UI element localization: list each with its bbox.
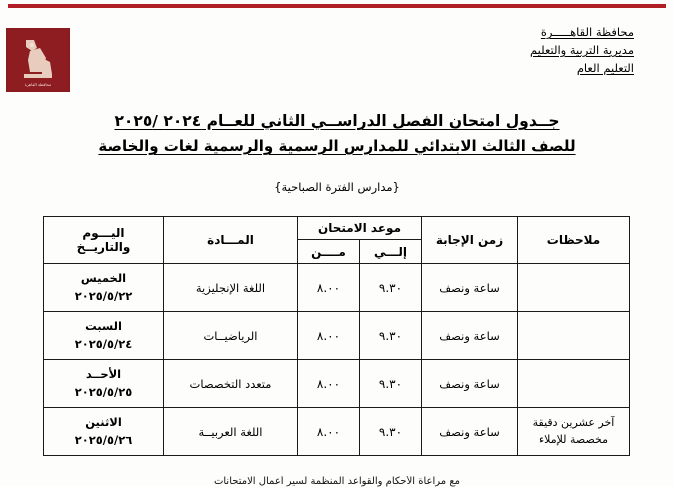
cell-duration: ساعة ونصف bbox=[422, 312, 518, 360]
document-header bbox=[0, 22, 674, 112]
cell-time-to: ٩.٣٠ bbox=[360, 312, 422, 360]
cell-day-name: الخميس bbox=[80, 271, 127, 286]
page-title: جــدول امتحان الفصل الدراســي الثاني للعــام ٢٠٢٤ /٢٠٢٥ bbox=[114, 112, 560, 130]
cell-day-name: السبت bbox=[85, 319, 122, 334]
governorate-emblem-icon bbox=[6, 28, 70, 92]
authority-line-2: مديرية التربية والتعليم bbox=[530, 42, 634, 57]
column-header-to: إلـــي bbox=[360, 240, 422, 264]
cell-duration: ساعة ونصف bbox=[422, 408, 518, 456]
cell-time-from: ٨.٠٠ bbox=[297, 408, 359, 456]
cell-time-from: ٨.٠٠ bbox=[297, 360, 359, 408]
footer-note: مع مراعاة الأحكام والقواعد المنظمة لسير أعمال الامتحانات bbox=[213, 476, 461, 487]
cell-notes bbox=[518, 408, 630, 456]
table-row bbox=[43, 360, 629, 408]
exam-schedule-table-wrap bbox=[44, 216, 630, 456]
table-body bbox=[43, 264, 629, 456]
svg-text:محافظة القاهرة: محافظة القاهرة bbox=[24, 82, 52, 87]
cell-day bbox=[43, 264, 163, 312]
cell-time-to: ٩.٣٠ bbox=[360, 264, 422, 312]
table-row bbox=[43, 408, 629, 456]
shift-note: {مدارس الفترة الصباحية} bbox=[274, 180, 400, 194]
cell-time-from: ٨.٠٠ bbox=[297, 264, 359, 312]
cell-subject: الرياضيــات bbox=[163, 312, 297, 360]
issuing-authority-block bbox=[530, 24, 634, 77]
table-row bbox=[43, 312, 629, 360]
column-header-day bbox=[43, 217, 163, 264]
cell-notes bbox=[518, 360, 630, 408]
column-header-subject: المـــادة bbox=[163, 217, 297, 264]
cell-time-from: ٨.٠٠ bbox=[297, 312, 359, 360]
column-header-from: مــــن bbox=[297, 240, 359, 264]
cell-notes-line2: مخصصة للإملاء bbox=[538, 432, 608, 446]
cell-duration: ساعة ونصف bbox=[422, 360, 518, 408]
cell-time-to: ٩.٣٠ bbox=[360, 360, 422, 408]
cell-subject: متعدد التخصصات bbox=[163, 360, 297, 408]
table-head bbox=[43, 217, 629, 264]
cell-subject: اللغة الإنجليزية bbox=[163, 264, 297, 312]
cell-subject: اللغة العربيــة bbox=[163, 408, 297, 456]
cell-day-date: ٢٠٢٥/٥/٢٦ bbox=[74, 432, 133, 447]
exam-schedule-table bbox=[43, 216, 630, 456]
cell-day-date: ٢٠٢٥/٥/٢٢ bbox=[74, 288, 133, 303]
cell-day-name: الأحــد bbox=[85, 367, 122, 382]
cell-day-date: ٢٠٢٥/٥/٢٥ bbox=[74, 384, 133, 399]
cell-time-to: ٩.٣٠ bbox=[360, 408, 422, 456]
cell-notes bbox=[518, 312, 630, 360]
top-red-rule bbox=[8, 4, 666, 8]
cell-day-name: الاثنين bbox=[85, 415, 122, 430]
column-header-day-line2: والتاريــخ bbox=[76, 240, 131, 254]
column-header-day-line1: اليـــوم bbox=[82, 226, 125, 240]
authority-line-1: محافظة القاهـــــرة bbox=[540, 25, 634, 39]
authority-line-3: التعليم العام bbox=[576, 60, 634, 75]
cell-notes bbox=[518, 264, 630, 312]
column-header-notes: ملاحظات bbox=[518, 217, 630, 264]
table-row bbox=[43, 264, 629, 312]
column-header-exam-time: موعد الامتحان bbox=[297, 217, 421, 240]
cell-day bbox=[43, 408, 163, 456]
cell-day bbox=[43, 312, 163, 360]
cell-notes-line1: آخر عشرين دقيقة bbox=[532, 416, 615, 429]
page-subtitle-grade: للصف الثالث الابتدائي للمدارس الرسمية والرسمية لغات والخاصة bbox=[98, 137, 576, 155]
cell-day bbox=[43, 360, 163, 408]
cell-duration: ساعة ونصف bbox=[422, 264, 518, 312]
cell-day-date: ٢٠٢٥/٥/٢٤ bbox=[74, 336, 133, 351]
column-header-duration: زمن الإجابة bbox=[422, 217, 518, 264]
table-header-row-1 bbox=[43, 217, 629, 240]
document-titles bbox=[0, 112, 674, 155]
